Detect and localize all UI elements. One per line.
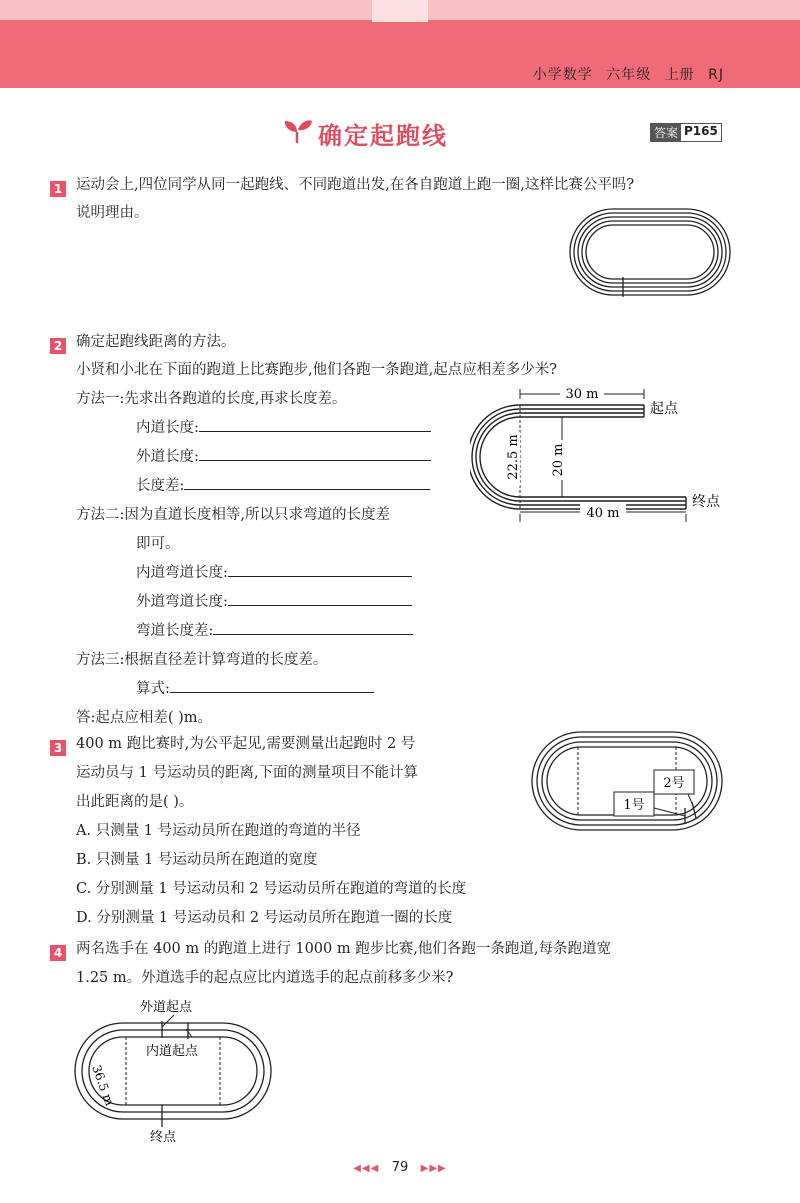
- next-arrows-icon: ▶▶▶: [420, 1163, 447, 1174]
- inner-start-label: 内道起点: [146, 1044, 199, 1059]
- outer-start-label: 外道起点: [140, 1000, 193, 1015]
- header-tab: [372, 0, 428, 22]
- q3-option-d[interactable]: D. 分别测量 1 号运动员和 2 号运动员所在跑道一圈的长度: [76, 910, 453, 926]
- page-title: 确定起跑线: [318, 122, 448, 150]
- q1-track-figure: [566, 205, 736, 300]
- q4-track-figure: [70, 995, 280, 1145]
- q3-number-badge: 3: [50, 737, 66, 756]
- q4-line1: 两名选手在 400 m 的跑道上进行 1000 m 跑步比赛,他们各跑一条跑道,每条跑道宽: [76, 941, 611, 957]
- answer-blank[interactable]: [213, 620, 413, 635]
- subject: 小学数学: [532, 67, 593, 83]
- q2-number-badge: 2: [50, 335, 66, 354]
- q2-intro: 小贤和小北在下面的跑道上比赛跑步,他们各跑一条跑道,起点应相差多少米?: [76, 362, 557, 378]
- q1-number-badge: 1: [50, 178, 66, 197]
- start-label: 起点: [650, 401, 678, 417]
- outer-diameter-label: 22.5 m: [506, 434, 521, 480]
- q1-line2: 说明理由。: [76, 205, 149, 221]
- q3-option-a[interactable]: A. 只测量 1 号运动员所在跑道的弯道的半径: [76, 823, 361, 839]
- q2-method2-a: 方法二:因为直道长度相等,所以只求弯道的长度差: [76, 507, 390, 523]
- q2-m1-outer: 外道长度:: [136, 446, 431, 468]
- answer-blank[interactable]: [228, 562, 412, 577]
- answer-blank[interactable]: [199, 417, 431, 432]
- grade: 六年级: [606, 67, 652, 83]
- q2-answer: 答:起点应相差( )m。: [76, 710, 213, 726]
- page-curve: [0, 88, 800, 108]
- runner1-label: 1号: [623, 798, 645, 813]
- q2-m1-inner: 内道长度:: [136, 417, 431, 439]
- q2-m2-outer: 外道弯道长度:: [136, 591, 412, 613]
- q4-line2: 1.25 m。外道选手的起点应比内道选手的起点前移多少米?: [76, 970, 454, 986]
- answer-tag[interactable]: [650, 123, 722, 142]
- q2-formula: 算式:: [136, 678, 374, 700]
- q3-option-b[interactable]: B. 只测量 1 号运动员所在跑道的宽度: [76, 852, 318, 868]
- edition: RJ: [708, 67, 724, 83]
- prev-arrows-icon: ◀◀◀: [353, 1163, 380, 1174]
- volume: 上册: [664, 67, 695, 83]
- q3-line3: 出此距离的是( )。: [76, 794, 194, 810]
- answer-blank[interactable]: [199, 446, 431, 461]
- answer-blank[interactable]: [170, 678, 374, 693]
- q3-track-figure: [528, 728, 728, 838]
- q2-m1-diff: 长度差:: [136, 475, 430, 497]
- q3-option-c[interactable]: C. 分别测量 1 号运动员和 2 号运动员所在跑道的弯道的长度: [76, 881, 467, 897]
- q2-title: 确定起跑线距离的方法。: [76, 334, 236, 350]
- top-length-label: 30 m: [565, 387, 599, 402]
- bottom-length-label: 40 m: [586, 506, 620, 521]
- end-label: 终点: [150, 1130, 177, 1145]
- q2-m2-diff: 弯道长度差:: [136, 620, 413, 642]
- diameter-label: 36.5 m: [89, 1063, 117, 1108]
- q2-track-figure: [470, 380, 730, 522]
- answer-blank[interactable]: [228, 591, 412, 606]
- q2-method3: 方法三:根据直径差计算弯道的长度差。: [76, 652, 328, 668]
- page-number: 79: [391, 1160, 409, 1175]
- answer-blank[interactable]: [184, 475, 430, 490]
- q1-line1: 运动会上,四位同学从同一起跑线、不同跑道出发,在各自跑道上跑一圈,这样比赛公平吗?: [76, 177, 635, 193]
- page-footer: [0, 1160, 800, 1175]
- sprout-icon: [282, 118, 314, 144]
- q2-method1: 方法一:先求出各跑道的长度,再求长度差。: [76, 391, 347, 407]
- q3-line2: 运动员与 1 号运动员的距离,下面的测量项目不能计算: [76, 765, 419, 781]
- q3-line1: 400 m 跑比赛时,为公平起见,需要测量出起跑时 2 号: [76, 736, 416, 752]
- end-label: 终点: [692, 494, 720, 510]
- q2-method2-b: 即可。: [136, 536, 180, 552]
- q2-m2-inner: 内道弯道长度:: [136, 562, 412, 584]
- runner2-label: 2号: [663, 776, 685, 791]
- answer-page: P165: [684, 124, 718, 138]
- answer-label: 答案: [651, 124, 681, 141]
- book-info: [533, 64, 724, 84]
- q4-number-badge: 4: [50, 942, 66, 961]
- inner-diameter-label: 20 m: [551, 443, 566, 477]
